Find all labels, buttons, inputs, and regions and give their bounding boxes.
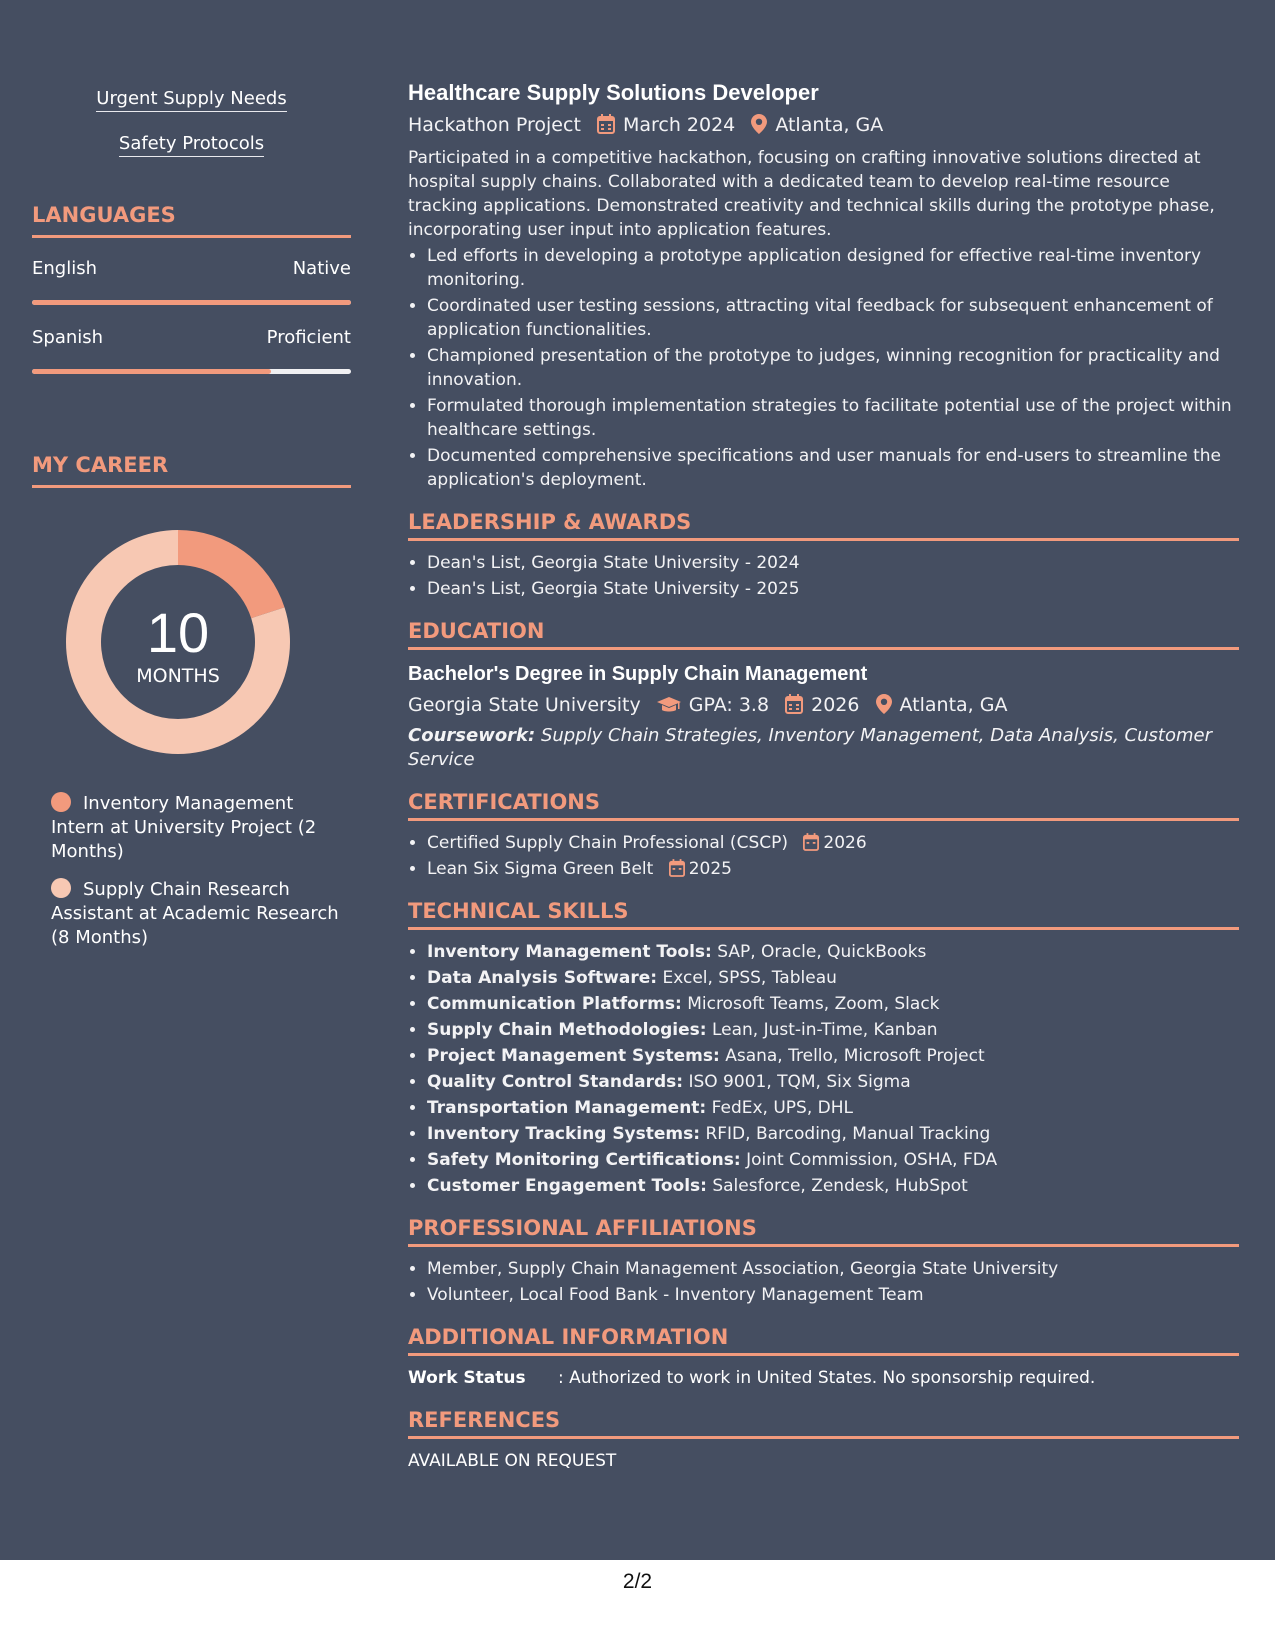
- career-heading: MY CAREER: [32, 453, 351, 488]
- project-location: Atlanta, GA: [775, 114, 884, 136]
- career-legend-item: [51, 878, 341, 950]
- school-name: Georgia State University: [408, 694, 641, 716]
- skill-values: ISO 9001, TQM, Six Sigma: [688, 1072, 911, 1092]
- language-level: Proficient: [266, 327, 351, 348]
- list-item: [427, 1070, 1239, 1094]
- graduation-cap-icon: [657, 696, 681, 714]
- skill-values: FedEx, UPS, DHL: [711, 1098, 853, 1118]
- location-pin-icon: [751, 114, 767, 134]
- list-item: • Documented comprehensive specifications and user manuals for end-users to streamline the application's deployment.: [427, 444, 1239, 492]
- list-item: [427, 831, 1239, 855]
- list-item: • Championed presentation of the prototype to judges, winning recognition for practicality and innovation.: [427, 344, 1239, 392]
- calendar-icon: [785, 694, 803, 714]
- list-item: • Formulated thorough implementation strategies to facilitate potential use of the project within healthcare settings.: [427, 394, 1239, 442]
- career-legend-item: [51, 792, 341, 864]
- location-pin-icon: [876, 694, 892, 714]
- skill-values: SAP, Oracle, QuickBooks: [717, 942, 927, 962]
- project-type: Hackathon Project: [408, 114, 581, 136]
- additional-info-heading: ADDITIONAL INFORMATION: [408, 1325, 1239, 1356]
- skill-values: Excel, SPSS, Tableau: [662, 968, 837, 988]
- career-legend-label: Supply Chain Research Assistant at Academic Research (8 Months): [51, 879, 339, 948]
- list-item: [427, 1122, 1239, 1146]
- skill-values: Salesforce, Zendesk, HubSpot: [712, 1176, 968, 1196]
- skill-values: Lean, Just-in-Time, Kanban: [711, 1020, 938, 1040]
- skill-category: Inventory Tracking Systems:: [427, 1124, 701, 1144]
- coursework: [408, 724, 1239, 772]
- right-column: [408, 78, 1239, 1473]
- list-item: • Volunteer, Local Food Bank - Inventory Management Team: [427, 1283, 1239, 1307]
- education-meta: [408, 690, 1239, 720]
- language-name: English: [32, 258, 97, 279]
- list-item: [427, 966, 1239, 990]
- work-status: [408, 1366, 1239, 1390]
- career-donut-chart: [66, 530, 290, 754]
- skills-list: [408, 940, 1239, 1198]
- list-item: • Member, Supply Chain Management Association, Georgia State University: [427, 1257, 1239, 1281]
- language-row: [32, 327, 351, 348]
- list-item: • Led efforts in developing a prototype application designed for effective real-time inventory monitoring.: [427, 244, 1239, 292]
- calendar-icon: [669, 859, 685, 877]
- affiliations-heading: PROFESSIONAL AFFILIATIONS: [408, 1216, 1239, 1247]
- skill-category: Communication Platforms:: [427, 994, 682, 1014]
- list-item: • Coordinated user testing sessions, attracting vital feedback for subsequent enhancement of application functionalities.: [427, 294, 1239, 342]
- leadership-list: [408, 551, 1239, 601]
- gpa: GPA: 3.8: [688, 694, 770, 716]
- references-text: AVAILABLE ON REQUEST: [408, 1451, 617, 1471]
- calendar-icon: [597, 114, 615, 134]
- interest-item: Urgent Supply Needs: [96, 88, 286, 112]
- certification-name: Certified Supply Chain Professional (CSCP): [427, 833, 788, 853]
- coursework-list: Supply Chain Strategies, Inventory Management, Data Analysis, Customer Service: [408, 725, 1212, 770]
- page-number: 2/2: [622, 1570, 653, 1593]
- education-location: Atlanta, GA: [899, 694, 1008, 716]
- list-item: • Dean's List, Georgia State University - 2024: [427, 551, 1239, 575]
- project-meta: [408, 110, 1239, 140]
- language-bar-fill: [32, 300, 351, 305]
- language-bar-fill: [32, 369, 271, 374]
- list-item: • Dean's List, Georgia State University - 2025: [427, 577, 1239, 601]
- legend-dot-icon: [51, 878, 71, 898]
- skill-values: Joint Commission, OSHA, FDA: [746, 1150, 998, 1170]
- project-title: Healthcare Supply Solutions Developer: [408, 80, 819, 105]
- certification-name: Lean Six Sigma Green Belt: [427, 859, 654, 879]
- leadership-heading: LEADERSHIP & AWARDS: [408, 510, 1239, 541]
- skill-category: Quality Control Standards:: [427, 1072, 684, 1092]
- skill-category: Transportation Management:: [427, 1098, 707, 1118]
- skill-values: Microsoft Teams, Zoom, Slack: [687, 994, 940, 1014]
- language-level: Native: [292, 258, 351, 279]
- degree-title: Bachelor's Degree in Supply Chain Management: [408, 663, 868, 685]
- affiliations-list: [408, 1257, 1239, 1307]
- skill-category: Data Analysis Software:: [427, 968, 658, 988]
- project-description: Participated in a competitive hackathon, focusing on crafting innovative solutions directed at hospital supply chains. Collaborated with a dedicated team to develop real-time resource tracking applications. Demonstrated creativity and technical skills during the prototype phase, incorporating user input into application features.: [408, 148, 1215, 240]
- legend-dot-icon: [51, 792, 71, 812]
- project-bullets: [408, 244, 1239, 492]
- skill-values: RFID, Barcoding, Manual Tracking: [705, 1124, 991, 1144]
- language-bar: [32, 300, 351, 305]
- project-date: March 2024: [622, 114, 736, 136]
- language-row: [32, 258, 351, 279]
- interest-item: Safety Protocols: [119, 133, 264, 157]
- career-total-unit: MONTHS: [136, 665, 220, 687]
- list-item: [427, 857, 1239, 881]
- career-total-value: 10: [146, 601, 210, 664]
- languages-heading: LANGUAGES: [32, 203, 351, 238]
- list-item: [427, 940, 1239, 964]
- language-bar: [32, 369, 351, 374]
- career-legend-label: Inventory Management Intern at University Project (2 Months): [51, 793, 317, 862]
- skill-category: Supply Chain Methodologies:: [427, 1020, 707, 1040]
- graduation-year: 2026: [811, 694, 860, 716]
- skill-values: Asana, Trello, Microsoft Project: [725, 1046, 985, 1066]
- certification-year: 2025: [688, 859, 732, 879]
- certifications-heading: CERTIFICATIONS: [408, 790, 1239, 821]
- certifications-list: [408, 831, 1239, 881]
- references-heading: REFERENCES: [408, 1408, 1239, 1439]
- page-footer: [0, 1560, 1275, 1650]
- work-status-label: Work Status: [408, 1368, 526, 1388]
- calendar-icon: [803, 833, 819, 851]
- skill-category: Project Management Systems:: [427, 1046, 720, 1066]
- skill-category: Customer Engagement Tools:: [427, 1176, 707, 1196]
- list-item: [427, 1174, 1239, 1198]
- list-item: [427, 1148, 1239, 1172]
- list-item: [427, 1018, 1239, 1042]
- coursework-label: Coursework:: [408, 725, 536, 746]
- skill-category: Inventory Management Tools:: [427, 942, 712, 962]
- certification-year: 2026: [823, 833, 867, 853]
- list-item: [427, 1044, 1239, 1068]
- list-item: [427, 1096, 1239, 1120]
- education-heading: EDUCATION: [408, 619, 1239, 650]
- skill-category: Safety Monitoring Certifications:: [427, 1150, 741, 1170]
- work-status-value: : Authorized to work in United States. No sponsorship required.: [558, 1368, 1096, 1388]
- skills-heading: TECHNICAL SKILLS: [408, 899, 1239, 930]
- list-item: [427, 992, 1239, 1016]
- language-name: Spanish: [32, 327, 104, 348]
